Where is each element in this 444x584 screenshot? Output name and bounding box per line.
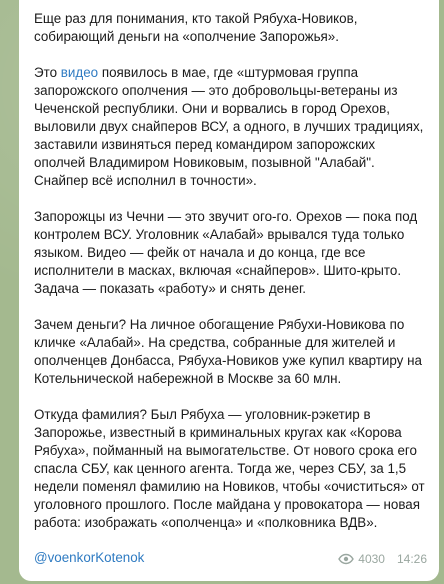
message-time: 14:26 (396, 552, 427, 566)
views-count: 4030 (358, 552, 385, 566)
message-meta (338, 550, 427, 568)
channel-signature-link[interactable]: @voenkorKotenok (34, 550, 145, 565)
message-paragraph-1: Еще раз для понимания, кто такой Рябуха-Новиков, собирающий деньги на «ополчение Запорожья». (34, 11, 358, 44)
message-paragraph-5: Откуда фамилия? Был Рябуха — уголовник-рэкетир в Запорожье, известный в криминальных кругах как «Корова Рябуха», пойманный на вымогательстве. От нового срока его спасла СБУ, как ценного агента. Тогда же, через СБУ, за 1,5 недели поменял фамилию на Новиков, чтобы «очиститься» от уголовного прошлого. После майдана у провокатора — новая работа: изображать «ополченца» и «полковника ВДВ». (34, 407, 425, 530)
paragraph-2-text: появилось в мае, где «штурмовая группа запорожского ополчения — это добровольцы-ветераны из Чеченской республики. Они и ворвались в город Орехов, выловили двух снайперов ВСУ, а одного, в лучших традициях, заставили извиняться перед командиром запорожских ополчей Владимиром Новиковым, позывной "Алабай". Снайпер всё исполнил в точности». (34, 65, 424, 188)
message-bubble (19, 0, 439, 581)
eye-icon (338, 553, 354, 565)
video-link[interactable]: видео (60, 65, 99, 80)
message-paragraph-3: Запорожцы из Чечни — это звучит ого-го. Орехов — пока под контролем ВСУ. Уголовник «Алабай» врывался туда только языком. Видео — фейк от начала и до конца, где все исполнители в масках, включая «снайперов». Шито-крыто. Задача — показать «работу» и снять денег. (34, 209, 418, 296)
paragraph-2-prefix: Это (34, 65, 61, 80)
message-paragraph-4: Зачем деньги? На личное обогащение Рябухи-Новикова по кличке «Алабай». На средства, собранные для жителей и ополченцев Донбасса, Рябуха-Новиков уже купил квартиру на Котельнической набережной в Москве за 60 млн. (34, 317, 422, 386)
message-paragraph-2 (34, 64, 429, 190)
